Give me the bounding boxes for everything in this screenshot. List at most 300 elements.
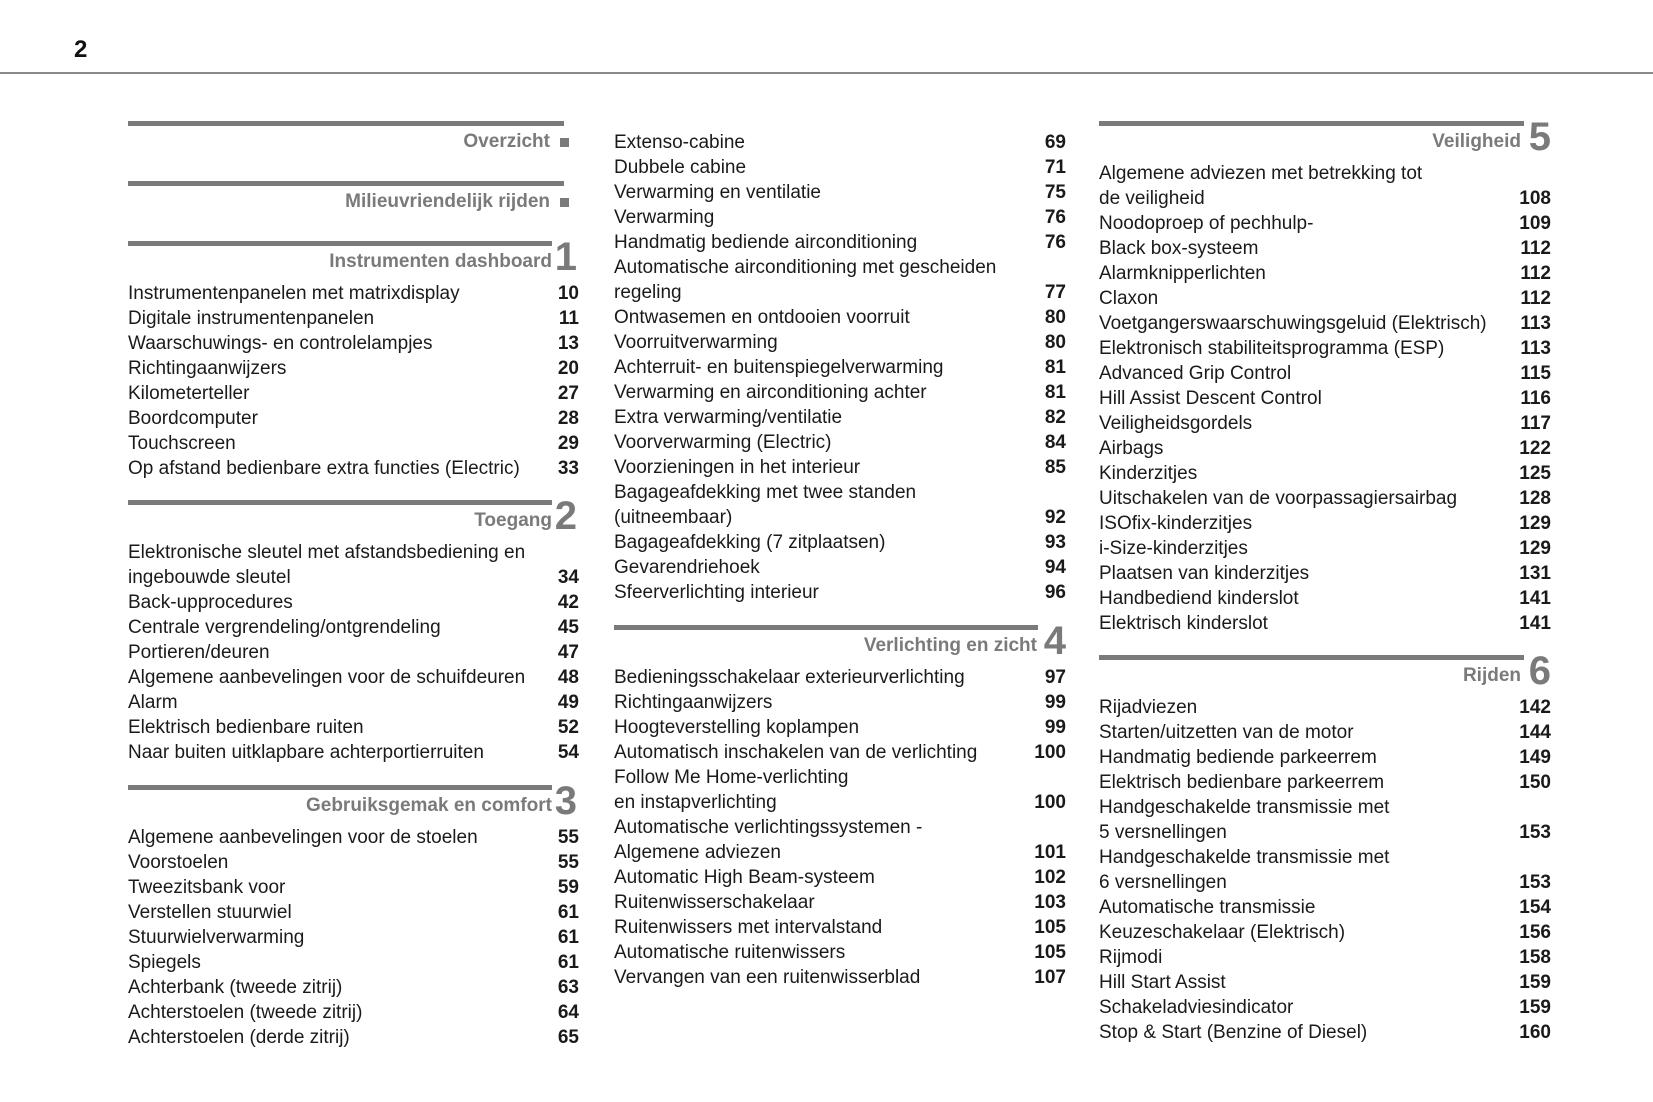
toc-entry-page: 84 xyxy=(1044,432,1066,453)
toc-entry-page: 81 xyxy=(1044,382,1066,403)
toc-entry[interactable] xyxy=(614,665,1066,690)
toc-entry-page: 48 xyxy=(557,667,579,688)
toc-entry-title: Dubbele cabine xyxy=(614,157,747,178)
toc-entry[interactable] xyxy=(1099,870,1551,895)
toc-entry-title: Richtingaanwijzers xyxy=(614,692,773,713)
toc-entry-page: 107 xyxy=(1034,967,1066,988)
toc-entry-title: Automatische ruitenwissers xyxy=(614,942,846,963)
toc-entry[interactable] xyxy=(1099,461,1551,486)
toc-entry-page: 158 xyxy=(1519,947,1551,968)
toc-entry-page: 34 xyxy=(557,567,579,588)
toc-entry[interactable] xyxy=(128,381,579,406)
toc-entry[interactable] xyxy=(128,640,579,665)
toc-entry-title: Rijmodi xyxy=(1099,947,1163,968)
toc-entry-title: Ontwasemen en ontdooien voorruit xyxy=(614,307,910,328)
chapter-title[interactable]: Rijden xyxy=(1462,665,1521,686)
toc-entry-page: 80 xyxy=(1044,307,1066,328)
toc-entry-title: Extra verwarming/ventilatie xyxy=(614,407,843,428)
toc-entry-title: Airbags xyxy=(1099,438,1164,459)
toc-entry[interactable] xyxy=(1099,261,1551,286)
toc-entry-title: ISOfix-kinderzitjes xyxy=(1099,513,1253,534)
toc-entry-title: Schakeladviesindicator xyxy=(1099,997,1294,1018)
toc-entry-title: Verwarming en ventilatie xyxy=(614,182,821,203)
toc-entry[interactable] xyxy=(1099,695,1551,720)
toc-entry-title: Bagageafdekking met twee standen xyxy=(614,482,917,503)
toc-entry[interactable] xyxy=(128,431,579,456)
toc-entry-title: Boordcomputer xyxy=(128,408,258,429)
toc-entry[interactable] xyxy=(1099,995,1551,1020)
chapter-number: 6 xyxy=(1528,649,1551,693)
toc-entry[interactable] xyxy=(614,330,1066,355)
toc-entry-title: Voorstoelen xyxy=(128,852,229,873)
toc-entry-title: Handgeschakelde transmissie met xyxy=(1099,797,1390,818)
toc-entry-page: 82 xyxy=(1044,407,1066,428)
toc-entry-title: Verwarming en airconditioning achter xyxy=(614,382,927,403)
toc-entry[interactable] xyxy=(1099,211,1551,236)
toc-entry[interactable] xyxy=(128,565,579,590)
toc-entry-page: 81 xyxy=(1044,357,1066,378)
toc-entry-page: 115 xyxy=(1520,363,1551,384)
toc-entry-page: 109 xyxy=(1519,213,1551,234)
page-number: 2 xyxy=(74,36,88,63)
toc-entry-title: Digitale instrumentenpanelen xyxy=(128,308,375,329)
toc-entry[interactable] xyxy=(614,430,1066,455)
toc-entry[interactable] xyxy=(128,825,579,850)
toc-entry-title: Algemene adviezen met betrekking tot xyxy=(1099,163,1423,184)
toc-entry[interactable] xyxy=(128,1025,579,1050)
toc-entry-title: Advanced Grip Control xyxy=(1099,363,1292,384)
section-title: Milieuvriendelijk rijden xyxy=(345,191,550,212)
toc-entry-title: Gevarendriehoek xyxy=(614,557,760,578)
chapter-number: 3 xyxy=(554,779,577,823)
toc-entry[interactable] xyxy=(614,715,1066,740)
toc-entry-page: 102 xyxy=(1034,867,1066,888)
toc-entry[interactable] xyxy=(614,505,1066,530)
toc-entry-title: Elektrisch bedienbare ruiten xyxy=(128,717,364,738)
toc-entry-page: 94 xyxy=(1044,557,1066,578)
toc-entry-page: 108 xyxy=(1519,188,1551,209)
toc-entry-page: 77 xyxy=(1044,282,1066,303)
toc-entry[interactable] xyxy=(1099,895,1551,920)
toc-entry[interactable] xyxy=(128,456,579,481)
toc-entry[interactable] xyxy=(128,925,579,950)
toc-entry-page: 75 xyxy=(1044,182,1066,203)
toc-entry-page: 61 xyxy=(557,952,579,973)
toc-entry[interactable] xyxy=(128,665,579,690)
toc-entry[interactable] xyxy=(614,380,1066,405)
toc-entry[interactable] xyxy=(1099,611,1551,636)
square-bullet-icon xyxy=(560,138,569,147)
toc-entry[interactable] xyxy=(614,915,1066,940)
chapter-bar xyxy=(614,625,1038,630)
toc-entry[interactable] xyxy=(1099,970,1551,995)
toc-entry[interactable] xyxy=(1099,945,1551,970)
toc-entry[interactable] xyxy=(1099,361,1551,386)
chapter-title[interactable]: Instrumenten dashboard xyxy=(329,251,552,272)
toc-entry-title: Naar buiten uitklapbare achterportierruiten xyxy=(128,742,484,763)
toc-entry-title: Kilometerteller xyxy=(128,383,250,404)
toc-entry-title: Algemene aanbevelingen voor de schuifdeuren xyxy=(128,667,526,688)
toc-entry-page: 150 xyxy=(1519,772,1551,793)
toc-entry-page: 154 xyxy=(1519,897,1551,918)
toc-entry-title: Noodoproep of pechhulp- xyxy=(1099,213,1314,234)
toc-entry-page: 144 xyxy=(1519,722,1551,743)
toc-entry-title: Keuzeschakelaar (Elektrisch) xyxy=(1099,922,1346,943)
toc-entry-page: 71 xyxy=(1044,157,1066,178)
toc-entry-title: Starten/uitzetten van de motor xyxy=(1099,722,1354,743)
toc-entry[interactable] xyxy=(128,590,579,615)
toc-entry-title: Back-upprocedures xyxy=(128,592,293,613)
toc-entry[interactable] xyxy=(614,230,1066,255)
toc-entry xyxy=(614,765,1066,790)
toc-entry-page: 29 xyxy=(557,433,579,454)
toc-entry-page: 47 xyxy=(557,642,579,663)
chapter-2 xyxy=(128,494,579,770)
chapter-3-continued xyxy=(614,130,1066,610)
toc-entry[interactable] xyxy=(1099,386,1551,411)
toc-entry[interactable] xyxy=(614,455,1066,480)
toc-entry-page: 153 xyxy=(1519,872,1551,893)
toc-entry[interactable] xyxy=(1099,236,1551,261)
toc-entry[interactable] xyxy=(614,405,1066,430)
toc-entry[interactable] xyxy=(128,306,579,331)
toc-entry[interactable] xyxy=(1099,336,1551,361)
toc-entry[interactable] xyxy=(614,305,1066,330)
toc-column-middle xyxy=(614,0,1066,1102)
toc-entry-title: Hill Start Assist xyxy=(1099,972,1226,993)
toc-entry[interactable] xyxy=(1099,286,1551,311)
toc-entry-page: 28 xyxy=(557,408,579,429)
toc-entry[interactable] xyxy=(1099,720,1551,745)
toc-entry[interactable] xyxy=(614,180,1066,205)
toc-entry-page: 27 xyxy=(557,383,579,404)
toc-entry-page: 54 xyxy=(557,742,579,763)
toc-entry-title: Automatische transmissie xyxy=(1099,897,1316,918)
toc-entry-page: 85 xyxy=(1044,457,1066,478)
toc-entry-page: 61 xyxy=(557,902,579,923)
toc-entry-page: 59 xyxy=(557,877,579,898)
toc-entry-title: Waarschuwings- en controlelampjes xyxy=(128,333,433,354)
toc-entry-title: Handmatig bediende airconditioning xyxy=(614,232,918,253)
toc-entry-page: 129 xyxy=(1519,538,1551,559)
toc-entry-title: Algemene aanbevelingen voor de stoelen xyxy=(128,827,478,848)
toc-entry[interactable] xyxy=(128,331,579,356)
toc-entry-title: 5 versnellingen xyxy=(1099,822,1227,843)
toc-entry-title: Black box-systeem xyxy=(1099,238,1259,259)
toc-entry[interactable] xyxy=(1099,186,1551,211)
toc-entry-title: ingebouwde sleutel xyxy=(128,567,291,588)
toc-entry[interactable] xyxy=(614,940,1066,965)
toc-entry[interactable] xyxy=(128,615,579,640)
toc-entry-title: Veiligheidsgordels xyxy=(1099,413,1253,434)
toc-entry-page: 52 xyxy=(557,717,579,738)
chapter-number: 5 xyxy=(1528,115,1551,159)
toc-entry-page: 42 xyxy=(557,592,579,613)
toc-entry-page: 101 xyxy=(1034,842,1066,863)
toc-entry-page: 13 xyxy=(557,333,579,354)
toc-entry-title: Voorruitverwarming xyxy=(614,332,778,353)
toc-entry xyxy=(1099,161,1551,186)
toc-entry-page: 141 xyxy=(1519,613,1551,634)
toc-entry-page: 76 xyxy=(1044,232,1066,253)
toc-entry-page: 125 xyxy=(1519,463,1551,484)
toc-entry-page: 105 xyxy=(1034,917,1066,938)
toc-entry-title: Verwarming xyxy=(614,207,715,228)
chapter-6 xyxy=(1099,649,1551,1055)
toc-entry-title: Alarm xyxy=(128,692,178,713)
toc-entry[interactable] xyxy=(1099,511,1551,536)
toc-entry-page: 113 xyxy=(1520,313,1551,334)
toc-entry-page: 160 xyxy=(1519,1022,1551,1043)
toc-entry-page: 80 xyxy=(1044,332,1066,353)
toc-entry-title: Voorzieningen in het interieur xyxy=(614,457,861,478)
toc-entry-title: Richtingaanwijzers xyxy=(128,358,287,379)
toc-entry-title: Spiegels xyxy=(128,952,201,973)
toc-entry[interactable] xyxy=(1099,436,1551,461)
toc-entry xyxy=(614,815,1066,840)
toc-entry-page: 149 xyxy=(1519,747,1551,768)
section-bar xyxy=(128,181,564,186)
toc-entry-page: 100 xyxy=(1034,742,1066,763)
toc-entry[interactable] xyxy=(1099,820,1551,845)
chapter-title[interactable]: Veiligheid xyxy=(1432,131,1521,152)
toc-entry-title: Bagageafdekking (7 zitplaatsen) xyxy=(614,532,886,553)
chapter-title[interactable]: Verlichting en zicht xyxy=(863,635,1037,656)
toc-entry[interactable] xyxy=(614,280,1066,305)
toc-entry-page: 20 xyxy=(557,358,579,379)
toc-entry-title: Automatische airconditioning met gescheiden xyxy=(614,257,997,278)
toc-entry[interactable] xyxy=(1099,536,1551,561)
toc-entry-page: 55 xyxy=(557,827,579,848)
toc-entry[interactable] xyxy=(614,690,1066,715)
toc-entry-page: 11 xyxy=(558,308,579,329)
toc-entry[interactable] xyxy=(128,690,579,715)
toc-entry-title: Achterstoelen (tweede zitrij) xyxy=(128,1002,363,1023)
toc-entry-page: 122 xyxy=(1519,438,1551,459)
toc-entry-page: 45 xyxy=(557,617,579,638)
toc-entry-title: Sfeerverlichting interieur xyxy=(614,582,819,603)
toc-entry[interactable] xyxy=(614,555,1066,580)
toc-entry-title: Ruitenwisserschakelaar xyxy=(614,892,815,913)
toc-entry-title: Alarmknipperlichten xyxy=(1099,263,1266,284)
toc-entry-page: 129 xyxy=(1519,513,1551,534)
toc-entry-title: Centrale vergrendeling/ontgrendeling xyxy=(128,617,441,638)
toc-entry-title: Automatic High Beam-systeem xyxy=(614,867,875,888)
toc-entry-title: Handmatig bediende parkeerrem xyxy=(1099,747,1377,768)
toc-entry-title: i-Size-kinderzitjes xyxy=(1099,538,1248,559)
toc-entry-title: Verstellen stuurwiel xyxy=(128,902,292,923)
toc-entry[interactable] xyxy=(128,975,579,1000)
toc-entry-page: 112 xyxy=(1520,288,1551,309)
chapter-bar xyxy=(128,241,552,246)
toc-entry-title: Hill Assist Descent Control xyxy=(1099,388,1322,409)
toc-entry-title: Claxon xyxy=(1099,288,1159,309)
toc-entry-page: 128 xyxy=(1519,488,1551,509)
chapter-bar xyxy=(128,500,552,505)
toc-entry-title: regeling xyxy=(614,282,682,303)
toc-entry-title: Instrumentenpanelen met matrixdisplay xyxy=(128,283,460,304)
toc-column-left xyxy=(128,0,579,1102)
toc-entry[interactable] xyxy=(614,740,1066,765)
toc-entry-page: 142 xyxy=(1519,697,1551,718)
toc-entry xyxy=(1099,845,1551,870)
section-title: Overzicht xyxy=(463,131,550,152)
toc-entry-page: 55 xyxy=(557,852,579,873)
toc-entry-title: Follow Me Home-verlichting xyxy=(614,767,849,788)
toc-entry-page: 156 xyxy=(1519,922,1551,943)
toc-entry[interactable] xyxy=(128,1000,579,1025)
toc-entry-page: 92 xyxy=(1044,507,1066,528)
toc-entry[interactable] xyxy=(1099,770,1551,795)
toc-entry-page: 100 xyxy=(1034,792,1066,813)
toc-entry-title: Handbediend kinderslot xyxy=(1099,588,1299,609)
toc-entry[interactable] xyxy=(128,740,579,765)
toc-entry-title: Elektronische sleutel met afstandsbediening en xyxy=(128,542,526,563)
toc-entry-page: 96 xyxy=(1044,582,1066,603)
toc-entry-page: 159 xyxy=(1519,972,1551,993)
toc-entry[interactable] xyxy=(1099,920,1551,945)
toc-entry[interactable] xyxy=(614,790,1066,815)
toc-entry[interactable] xyxy=(614,530,1066,555)
chapter-bar xyxy=(128,785,552,790)
toc-entry-title: Plaatsen van kinderzitjes xyxy=(1099,563,1310,584)
toc-entry-page: 103 xyxy=(1034,892,1066,913)
toc-entry[interactable] xyxy=(614,890,1066,915)
toc-entry-title: Achterstoelen (derde zitrij) xyxy=(128,1027,350,1048)
toc-entry[interactable] xyxy=(1099,486,1551,511)
toc-entry-title: Elektrisch bedienbare parkeerrem xyxy=(1099,772,1385,793)
toc-entry-title: Algemene adviezen xyxy=(614,842,781,863)
toc-entry-page: 65 xyxy=(557,1027,579,1048)
toc-entry-title: Elektronisch stabiliteitsprogramma (ESP) xyxy=(1099,338,1445,359)
chapter-4 xyxy=(614,619,1066,995)
toc-entry[interactable] xyxy=(128,281,579,306)
toc-entry-title: 6 versnellingen xyxy=(1099,872,1227,893)
toc-entry[interactable] xyxy=(128,406,579,431)
toc-entry-page: 112 xyxy=(1520,263,1551,284)
toc-entry xyxy=(614,255,1066,280)
toc-entry-title: Kinderzitjes xyxy=(1099,463,1198,484)
chapter-number: 2 xyxy=(554,494,577,538)
toc-entry-page: 116 xyxy=(1520,388,1551,409)
toc-entry-page: 33 xyxy=(557,458,579,479)
toc-entry[interactable] xyxy=(128,875,579,900)
toc-entry-page: 141 xyxy=(1519,588,1551,609)
toc-entry-page: 49 xyxy=(557,692,579,713)
toc-entry-title: en instapverlichting xyxy=(614,792,777,813)
toc-entry xyxy=(1099,795,1551,820)
toc-entry[interactable] xyxy=(614,965,1066,990)
toc-entry[interactable] xyxy=(614,130,1066,155)
chapter-title[interactable]: Gebruiksgemak en comfort xyxy=(305,795,552,816)
toc-entry-title: Stop & Start (Benzine of Diesel) xyxy=(1099,1022,1368,1043)
toc-entry[interactable] xyxy=(614,355,1066,380)
toc-entry[interactable] xyxy=(1099,745,1551,770)
section-milieu[interactable] xyxy=(128,181,579,221)
toc-entry-title: Handgeschakelde transmissie met xyxy=(1099,847,1390,868)
toc-entry-title: Voetgangerswaarschuwingsgeluid (Elektrisch) xyxy=(1099,313,1487,334)
toc-entry-page: 63 xyxy=(557,977,579,998)
toc-entry-title: Vervangen van een ruitenwisserblad xyxy=(614,967,921,988)
toc-entry[interactable] xyxy=(1099,586,1551,611)
toc-entry[interactable] xyxy=(614,205,1066,230)
toc-entry-page: 113 xyxy=(1520,338,1551,359)
toc-entry-title: (uitneembaar) xyxy=(614,507,733,528)
toc-entry-title: Stuurwielverwarming xyxy=(128,927,305,948)
square-bullet-icon xyxy=(560,198,569,207)
section-overzicht[interactable] xyxy=(128,121,579,161)
toc-entry[interactable] xyxy=(128,950,579,975)
toc-entry-page: 69 xyxy=(1044,132,1066,153)
toc-entry-page: 112 xyxy=(1520,238,1551,259)
toc-entry[interactable] xyxy=(614,840,1066,865)
toc-entry-page: 10 xyxy=(557,283,579,304)
toc-entry-title: Voorverwarming (Electric) xyxy=(614,432,832,453)
toc-entry-title: Portieren/deuren xyxy=(128,642,270,663)
toc-entry-title: Uitschakelen van de voorpassagiersairbag xyxy=(1099,488,1458,509)
chapter-3 xyxy=(128,779,579,1065)
chapter-number: 1 xyxy=(554,235,577,279)
toc-entry-title: Hoogteverstelling koplampen xyxy=(614,717,860,738)
toc-entry[interactable] xyxy=(614,155,1066,180)
toc-entry-page: 99 xyxy=(1044,717,1066,738)
toc-entry[interactable] xyxy=(1099,411,1551,436)
toc-entry-title: Elektrisch kinderslot xyxy=(1099,613,1268,634)
toc-entry-title: Achterbank (tweede zitrij) xyxy=(128,977,343,998)
chapter-5 xyxy=(1099,115,1551,641)
toc-entry xyxy=(614,480,1066,505)
toc-entry[interactable] xyxy=(128,900,579,925)
chapter-title[interactable]: Toegang xyxy=(474,510,552,531)
toc-entry-page: 61 xyxy=(557,927,579,948)
chapter-1 xyxy=(128,235,579,481)
toc-entry[interactable] xyxy=(1099,311,1551,336)
toc-entry[interactable] xyxy=(128,715,579,740)
toc-entry-title: Automatische verlichtingssystemen - xyxy=(614,817,923,838)
toc-entry-title: Ruitenwissers met intervalstand xyxy=(614,917,883,938)
toc-entry-page: 105 xyxy=(1034,942,1066,963)
toc-entry[interactable] xyxy=(1099,561,1551,586)
toc-entry[interactable] xyxy=(1099,1020,1551,1045)
chapter-bar xyxy=(1099,121,1524,126)
chapter-bar xyxy=(1099,655,1524,660)
toc-entry-title: Tweezitsbank voor xyxy=(128,877,286,898)
toc-entry-title: Extenso-cabine xyxy=(614,132,745,153)
toc-entry-page: 131 xyxy=(1519,563,1551,584)
toc-entry[interactable] xyxy=(128,356,579,381)
toc-entry-title: Automatisch inschakelen van de verlichting xyxy=(614,742,978,763)
toc-entry-page: 97 xyxy=(1044,667,1066,688)
toc-entry-page: 64 xyxy=(557,1002,579,1023)
toc-entry-page: 99 xyxy=(1044,692,1066,713)
section-bar xyxy=(128,121,564,126)
toc-entry-title: de veiligheid xyxy=(1099,188,1205,209)
toc-entry-page: 159 xyxy=(1519,997,1551,1018)
toc-entry-page: 93 xyxy=(1044,532,1066,553)
toc-entry-page: 76 xyxy=(1044,207,1066,228)
toc-entry-title: Achterruit- en buitenspiegelverwarming xyxy=(614,357,944,378)
toc-entry-page: 153 xyxy=(1519,822,1551,843)
chapter-number: 4 xyxy=(1043,619,1066,663)
toc-entry-page: 117 xyxy=(1520,413,1551,434)
toc-entry[interactable] xyxy=(614,865,1066,890)
toc-entry-title: Rijadviezen xyxy=(1099,697,1198,718)
toc-entry-title: Bedieningsschakelaar exterieurverlichting xyxy=(614,667,965,688)
toc-entry[interactable] xyxy=(614,580,1066,605)
toc-entry-title: Touchscreen xyxy=(128,433,236,454)
toc-entry[interactable] xyxy=(128,850,579,875)
toc-column-right xyxy=(1099,0,1551,1102)
